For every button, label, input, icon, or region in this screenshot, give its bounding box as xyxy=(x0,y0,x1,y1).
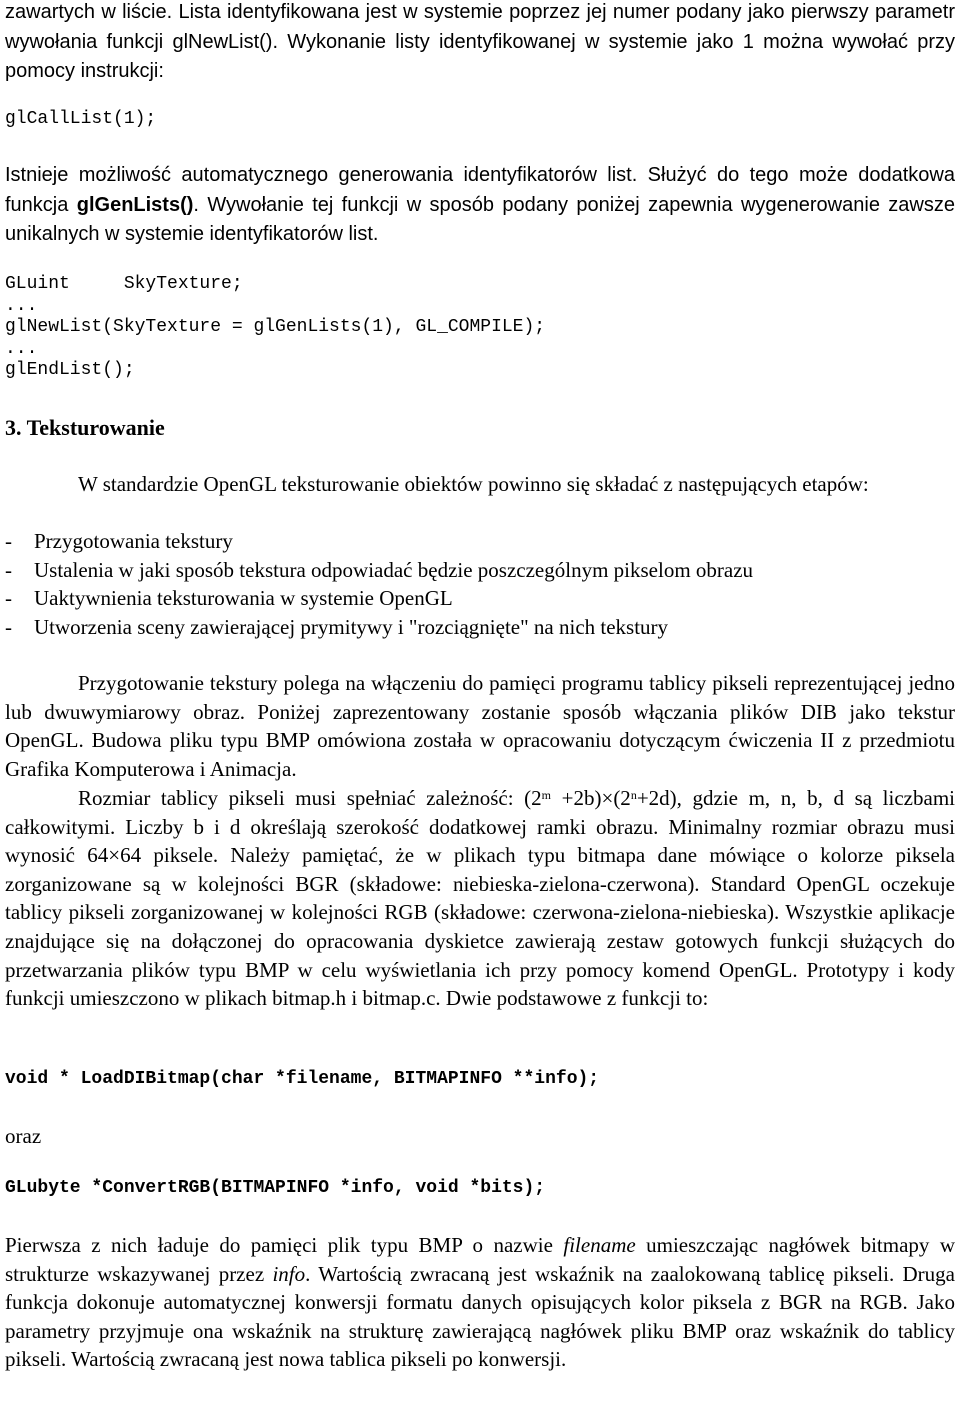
list-item-text: Utworzenia sceny zawierającej prymitywy i "rozciągnięte" na nich tekstury xyxy=(34,614,669,639)
times-symbol: × xyxy=(108,843,121,868)
paragraph-oraz: oraz xyxy=(5,1124,42,1148)
code-line: glNewList(SkyTexture = glGenLists(1), GL_COMPILE); xyxy=(5,317,546,338)
paragraph-text: umieszczając nagłówek bitmapy w strukturze wskazywanej przez xyxy=(5,1233,955,1286)
code-line: glEndList(); xyxy=(5,360,135,381)
code-glcalllist: glCallList(1); xyxy=(5,109,157,129)
code-line: GLuint SkyTexture; xyxy=(5,274,243,294)
section-heading: 3. Teksturowanie xyxy=(5,415,165,440)
superscript-m: m xyxy=(541,788,552,802)
code-block-glnewlist xyxy=(5,274,955,382)
list-item xyxy=(5,613,955,642)
paragraph-text: +2b) xyxy=(551,786,602,810)
list-marker: - xyxy=(5,557,12,582)
paragraph-texture-prep: Przygotowanie tekstury polega na włączeniu do pamięci programu tablicy pikseli reprezentującej jedno lub dwuwymiarowy obraz. Poniżej zaprezentowany zostanie sposób włączania plików DIB jako tekstur OpenGL. Budowa pliku typu BMP omówiona została w opracowaniu dotyczącym ćwiczenia II z przedmiotu Grafika Komputerowa i Animacja. xyxy=(5,671,955,781)
list-marker: - xyxy=(5,614,12,639)
code-loaddibitmap: void * LoadDIBitmap(char *filename, BITMAPINFO **info); xyxy=(5,1069,600,1089)
paragraph-text: 64 piksele. Należy pamiętać, że w plikach typu bitmapa dane mówiące o kolorze piksela zorganizowane są w kolejności BGR (składowe: niebieska-zielona-czerwona). Standard OpenGL oczekuje tablicy pikseli zorganizowanej w kolejności RGB (składowe: czerwona-zielona-niebieska). Wszystkie aplikacje znajdujące się na dołączonej do opracowania dyskietce zawierają zestaw gotowych funkcji służących do przetwarzania plików typu BMP w celu wyświetlania ich przy pomocy komend OpenGL. Prototypy i kody funkcji umieszczono w plikach bitmap.h i bitmap.c. Dwie podstawowe z funkcji to: xyxy=(5,843,955,1011)
paragraph-functions-description xyxy=(5,1231,955,1374)
paragraph-glgenlists xyxy=(5,161,955,250)
paragraph-text: Pierwsza z nich ładuje do pamięci plik typu BMP o nazwie xyxy=(5,1233,564,1257)
paragraph-text: zawartych w liście. Lista identyfikowana jest w systemie poprzez jej numer podany jako pierwszy parametr wywołania funkcji glNewList(). Wykonanie listy identyfikowanej w systemie jako 1 można wywołać przy pomocy instrukcji: xyxy=(5,1,955,82)
code-convertrgb: GLubyte *ConvertRGB(BITMAPINFO *info, void *bits); xyxy=(5,1178,546,1198)
paragraph-text-cont: . Wywołanie tej funkcji w sposób podany poniżej zapewnia wygenerowanie zawsze unikalnych w systemie identyfikatorów list. xyxy=(5,193,955,245)
list-marker: - xyxy=(5,586,12,611)
paragraph-display-list-id xyxy=(5,0,955,87)
stages-list xyxy=(5,527,955,641)
code-line: ... xyxy=(5,338,38,359)
paragraph-stages-intro: W standardzie OpenGL teksturowanie obiektów powinno się składać z następujących etapów: xyxy=(78,472,869,496)
param-info: info xyxy=(272,1261,306,1286)
param-filename: filename xyxy=(563,1233,636,1257)
function-name-glgenlists: glGenLists() xyxy=(76,193,194,216)
superscript-n: n xyxy=(630,788,637,802)
code-line: ... xyxy=(5,295,38,316)
paragraph-text: Istnieje możliwość automatycznego generowania identyfikatorów list. Służyć do tego może dodatkowa funkcja xyxy=(5,164,955,216)
list-item xyxy=(5,584,955,613)
paragraph-text: Rozmiar tablicy pikseli musi spełniać zależność: (2 xyxy=(78,786,542,810)
list-item-text: Ustalenia w jaki sposób tekstura odpowiadać będzie poszczególnym pikselom obrazu xyxy=(34,557,754,582)
list-item xyxy=(5,556,955,585)
list-item-text: Uaktywnienia teksturowania w systemie OpenGL xyxy=(34,586,453,611)
paragraph-pixel-array-size xyxy=(5,784,955,1013)
paragraph-text: . Wartością zwracaną jest wskaźnik na zaalokowaną tablicę pikseli. Druga funkcja dokonuje automatycznej konwersji formatu danych opisujących kolor piksela z BGR na RGB. Jako parametry przyjmuje ona wskaźnik na strukturę zawierającą nagłówek pliku BMP oraz wskaźnik do tablicy pikseli. Wartością zwracaną jest nowa tablica pikseli po konwersji. xyxy=(5,1261,955,1372)
times-symbol: × xyxy=(601,786,614,810)
paragraph-text: +2d), gdzie m, n, b, d są liczbami całkowitymi. Liczby b i d określają szerokość dodatkowej ramki obrazu. Minimalny rozmiar obrazu musi wynosić 64 xyxy=(5,786,955,868)
list-item-text: Przygotowania tekstury xyxy=(34,529,233,553)
list-item xyxy=(5,527,955,556)
list-marker: - xyxy=(5,529,12,553)
paragraph-text: (2 xyxy=(613,786,631,810)
